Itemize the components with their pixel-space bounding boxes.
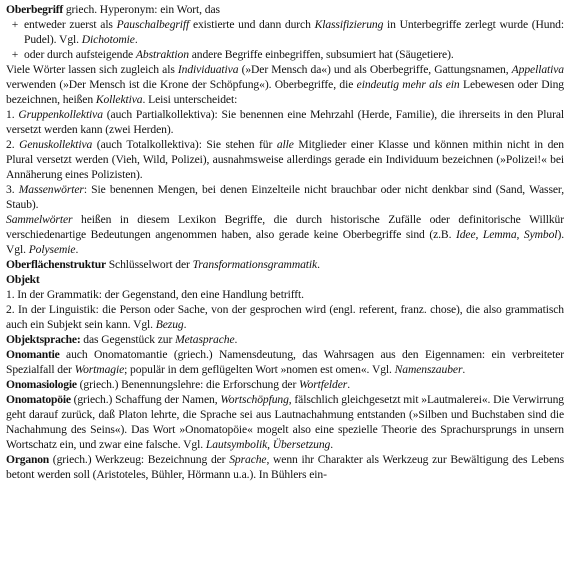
- text-run: Mitglieder einer Klasse und können mithin nicht in den Plural versetzt werden (Vieh, Wild, Polizei), ausnahmsweise allerdings gerade ein Individuum bezeichnen (»Polizei!« bei Annäherung eines Polizisten).: [6, 138, 565, 181]
- italic-term: Appellativa: [511, 63, 565, 76]
- entry-headword: Onomatopöie: [6, 393, 71, 406]
- italic-term: Polysemie: [28, 243, 76, 256]
- text-run: Schlüsselwort der: [105, 258, 193, 271]
- entry-paragraph: [6, 287, 564, 302]
- italic-term: Metasprache: [175, 333, 235, 346]
- dictionary-entry: [6, 377, 564, 392]
- italic-term: Idee, Lemma, Symbol: [455, 228, 558, 241]
- text-run: (auch Totalkollektiva): Sie stehen für: [92, 138, 277, 151]
- text-run: Viele Wörter lassen sich zugleich als: [6, 63, 178, 76]
- dictionary-entry: [6, 347, 564, 377]
- text-run: 1. In der Grammatik: der Gegenstand, den eine Handlung betrifft.: [6, 288, 304, 301]
- dictionary-entry: [6, 2, 564, 257]
- entry-first-line: [6, 452, 564, 482]
- text-run: .: [183, 318, 187, 331]
- text-run: . Leisi unterscheidet:: [142, 93, 238, 106]
- italic-term: Wortschöpfung: [220, 393, 289, 406]
- dictionary-entry: [6, 272, 564, 332]
- text-run: (griech.) Werkzeug: Bezeichnung der: [49, 453, 230, 466]
- italic-term: Namenszauber: [394, 363, 463, 376]
- text-run: .: [317, 258, 320, 271]
- text-run: oder durch aufsteigende: [24, 48, 136, 61]
- text-run: (auch Partialkollektiva): Sie benennen eine Mehrzahl (Herde, Familie), die ihrerseits in den Plural versetzt werden kann (zwei Herden).: [6, 108, 564, 136]
- italic-term: Gruppenkollektiva: [18, 108, 103, 121]
- text-run: auch Onomatomantie (griech.) Namensdeutung, das Wahrsagen aus den Eigennamen: ein verbreiteter Spezialfall der: [6, 348, 564, 376]
- italic-term: Wortmagie: [74, 363, 125, 376]
- entry-paragraph: [6, 107, 564, 137]
- text-run: 2.: [6, 138, 20, 151]
- text-run: .: [134, 33, 138, 46]
- text-run: griech. Hyperonym: ein Wort, das: [63, 3, 220, 16]
- entry-headword: Organon: [6, 453, 50, 466]
- text-run: verwenden (»Der Mensch ist die Krone der Schöpfung«). Oberbegriffe, die: [6, 78, 357, 91]
- italic-term: Klassifizierung: [314, 18, 384, 31]
- text-run: , fälschlich gleichgesetzt mit »Lautmalerei«. Die Verwirrung geht darauf zurück, daß Platon lehrte, die Sprache sei aus Lautnachahmung entstanden (»Silben und Buchstaben sind die Nachahmung des Seins«). Das Wort »Onomatopöie« mogelt also eine spezielle Theorie des Sprachursprungs in unsern Wortschatz ein, und zwar eine falsche. Vgl.: [6, 393, 564, 451]
- entry-first-line: [6, 257, 564, 272]
- italic-term: Massenwörter: [18, 183, 84, 196]
- bullet-text: [24, 47, 564, 62]
- dictionary-entry: [6, 332, 564, 347]
- italic-term: eindeutig mehr als ein: [356, 78, 460, 91]
- italic-term: Wortfelder: [299, 378, 348, 391]
- text-run: entweder zuerst als: [24, 18, 117, 31]
- italic-term: Kollektiva: [95, 93, 143, 106]
- entry-first-line: [6, 2, 564, 17]
- text-run: (»Der Mensch da«) und als Oberbegriffe, Gattungsnamen,: [238, 63, 512, 76]
- text-run: Lebewesen oder Ding bezeichnen, heißen: [6, 78, 564, 106]
- italic-term: Dichotomie: [81, 33, 135, 46]
- italic-term: Individuativa: [177, 63, 239, 76]
- text-run: existierte und dann durch: [189, 18, 315, 31]
- entry-headword: Onomantie: [6, 348, 60, 361]
- text-run: .: [234, 333, 238, 346]
- entry-headword: Oberbegriff: [6, 3, 64, 16]
- bullet-text: [24, 17, 564, 47]
- entry-headword: Oberflächenstruktur: [6, 258, 106, 271]
- bullet-marker: +: [11, 48, 19, 61]
- italic-term: Bezug: [155, 318, 184, 331]
- bullet-item: [6, 17, 564, 47]
- text-run: in Unterbegriffe zerlegt wurde (Hund: Pudel). Vgl.: [24, 18, 564, 46]
- entry-first-line: [6, 377, 564, 392]
- text-run: 3.: [6, 183, 19, 196]
- entry-first-line: [6, 332, 564, 347]
- entry-first-line: [6, 392, 564, 452]
- italic-term: Genuskollektiva: [19, 138, 93, 151]
- text-run: ; populär in dem geflügelten Wort »nomen est omen«. Vgl.: [124, 363, 395, 376]
- italic-term: Pauschalbegriff: [116, 18, 190, 31]
- entry-paragraph: [6, 212, 564, 257]
- italic-term: Sprache: [229, 453, 267, 466]
- entry-paragraph: [6, 137, 564, 182]
- text-run: andere Begriffe einbegriffen, subsumiert hat (Säugetiere).: [188, 48, 454, 61]
- entry-headword: Objekt: [6, 273, 40, 286]
- text-run: (griech.) Benennungslehre: die Erforschung der: [76, 378, 300, 391]
- entry-paragraph: [6, 182, 564, 212]
- italic-term: alle: [276, 138, 294, 151]
- text-run: das Gegenstück zur: [80, 333, 176, 346]
- text-run: 2. In der Linguistik: die Person oder Sache, von der gesprochen wird (engl. referent, franz. chose), die also grammatisch auch ein Subjekt sein kann. Vgl.: [6, 303, 564, 331]
- text-run: : Sie benennen Mengen, bei denen Einzelteile nicht brauchbar oder nicht denkbar sind (Sand, Wasser, Staub).: [6, 183, 565, 211]
- text-run: .: [75, 243, 79, 256]
- entry-paragraph: [6, 302, 564, 332]
- text-run: (griech.) Schaffung der Namen,: [70, 393, 221, 406]
- italic-term: Transformationsgrammatik: [192, 258, 318, 271]
- bullet-marker: +: [11, 18, 19, 31]
- text-run: .: [462, 363, 466, 376]
- text-run: ). Vgl.: [6, 228, 564, 256]
- entry-first-line: [6, 272, 564, 287]
- dictionary-entry: [6, 452, 564, 482]
- italic-term: Sammelwörter: [6, 213, 73, 226]
- entry-first-line: [6, 347, 564, 377]
- text-run: .: [347, 378, 350, 391]
- text-run: , wenn ihr Charakter als Werkzeug zur Bewältigung des Lebens betont werden soll (Aristoteles, Bühler, Hörmann u.a.). In Bühlers ein-: [6, 453, 564, 481]
- entry-headword: Objektsprache:: [6, 333, 81, 346]
- italic-term: Lautsymbolik, Übersetzung: [205, 438, 331, 451]
- bullet-item: [6, 47, 564, 62]
- italic-term: Abstraktion: [135, 48, 189, 61]
- dictionary-entry: [6, 392, 564, 452]
- text-run: 1.: [6, 108, 19, 121]
- text-run: heißen in diesem Lexikon Begriffe, die durch historische Zufälle oder definitorische Willkür verschiedenartige Bedeutungen angenommen haben, also gerade keine Oberbegriffe sind (z.B.: [6, 213, 564, 241]
- entry-paragraph: [6, 62, 564, 107]
- text-run: .: [330, 438, 334, 451]
- entry-headword: Onomasiologie: [6, 378, 77, 391]
- dictionary-entry: [6, 257, 564, 272]
